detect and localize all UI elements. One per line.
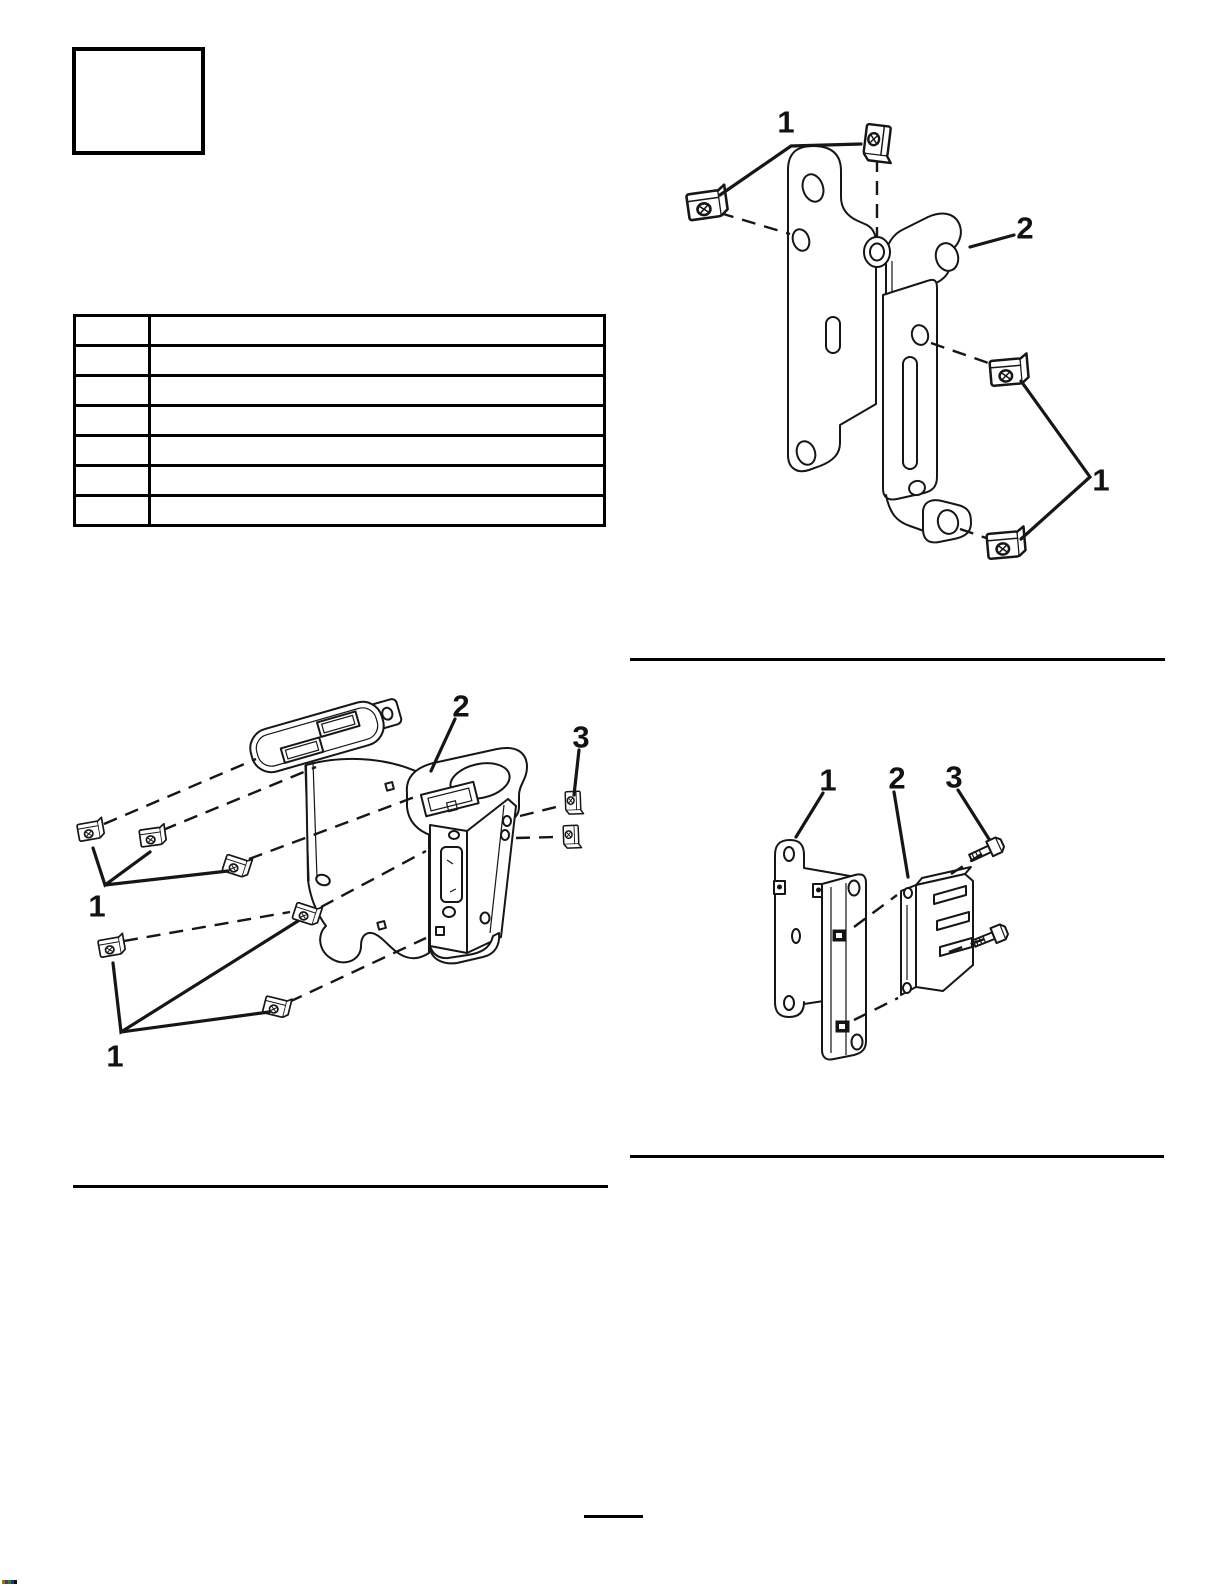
diagram-block-bracket: [700, 755, 1130, 1070]
diagram-block-bracket-svg: [700, 755, 1130, 1070]
side-bracket: [864, 214, 971, 543]
callout-label: 1: [88, 888, 106, 924]
callout-label: 2: [888, 760, 906, 796]
callout-label: 1: [777, 104, 795, 140]
diagram-console-bracket: [60, 675, 620, 1075]
clip-nut: [262, 993, 292, 1019]
clip-nut: [986, 526, 1026, 559]
clip-nut: [863, 124, 895, 163]
retainer-clip: [563, 825, 581, 848]
table-cell: [150, 406, 605, 436]
diagram-plate-bracket: [640, 95, 1160, 595]
callout-label: 3: [572, 719, 590, 755]
print-registration-mark: [2, 1580, 17, 1584]
table-cell: [150, 316, 605, 346]
diagram-plate-bracket-svg: [640, 95, 1160, 595]
table-cell: [150, 376, 605, 406]
callout-label: 2: [1016, 210, 1034, 246]
table-cell: [150, 436, 605, 466]
clip-nut: [686, 185, 729, 221]
center-rail: [822, 874, 866, 1059]
print-mark-segment: [14, 1580, 17, 1584]
diagram-console-bracket-svg: [60, 675, 620, 1075]
callout-label: 1: [1092, 462, 1110, 498]
table-row: [75, 436, 605, 466]
table-row: [75, 406, 605, 436]
table-row: [75, 376, 605, 406]
table-cell: [75, 436, 150, 466]
table-cell: [75, 466, 150, 496]
table-cell: [150, 466, 605, 496]
callout-label: 3: [945, 759, 963, 795]
callout-label: 2: [452, 688, 470, 724]
table-cell: [75, 496, 150, 526]
table-cell: [150, 346, 605, 376]
section-divider: [630, 658, 1165, 661]
clip-nut: [76, 817, 105, 841]
clip-nut: [139, 824, 167, 847]
footer-rule: [584, 1515, 643, 1518]
revision-box: [72, 47, 205, 155]
table-row: [75, 346, 605, 376]
callout-label: 1: [819, 762, 837, 798]
table-cell: [75, 406, 150, 436]
parts-table: [73, 314, 606, 527]
bracket-block: [901, 867, 973, 995]
table-row: [75, 496, 605, 526]
table-cell: [75, 346, 150, 376]
table-row: [75, 316, 605, 346]
table-cell: [150, 496, 605, 526]
bolt: [971, 923, 1009, 951]
mounting-plate: [788, 146, 876, 471]
leader-lines: [796, 790, 989, 877]
callout-label: 1: [106, 1038, 124, 1074]
table-row: [75, 466, 605, 496]
table-cell: [75, 376, 150, 406]
clip-nut: [97, 933, 126, 957]
clip-nut: [222, 851, 252, 878]
section-divider: [73, 1185, 608, 1188]
section-divider: [630, 1155, 1164, 1158]
table-cell: [75, 316, 150, 346]
